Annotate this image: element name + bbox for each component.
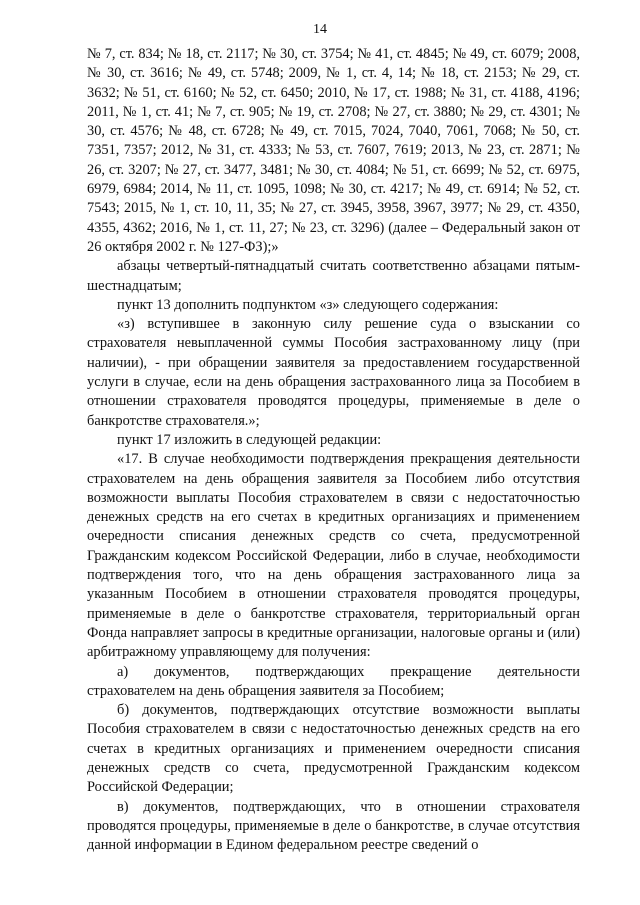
item-17-paragraph: «17. В случае необходимости подтверждения прекращения деятельности страхователем на день обращения заявителя за Пособием либо отсутствия возможности выплаты Пособия страхователем в связи с недостаточностью денежных средств на его счетах в кредитных организациях и применением очередности списания денежных средств со счета, предусмотренной Гражданским кодексом Российской Федерации, либо в случае, необходимости подтверждения того, что на день обращения застрахованного лица за указанным Пособием в отношении страхователя проводятся процедуры, применяемые в деле о банкротстве страхователя, территориальный орган Фонда направляет запросы в кредитные организации, налоговые органы и (или) арбитражному управляющему для получения: <box>87 451 580 661</box>
item-13-intro-paragraph: пункт 13 дополнить подпунктом «з» следующего содержания: <box>117 296 499 313</box>
item-17-intro-paragraph: пункт 17 изложить в следующей редакции: <box>117 431 382 448</box>
item-13-subitem-z-paragraph: «з) вступившее в законную силу решение суда о взыскании со страхователя невыплаченной суммы Пособия застрахованному лицу (при наличии), - при обращении заявителя за предоставлением государственной услуги в случае, если на день обращения застрахованного лица за Пособием в отношении страхователя проводятся процедуры, применяемые в деле о банкротстве страхователя.»; <box>87 316 580 429</box>
page-number: 14 <box>313 22 327 37</box>
item-17-subitem-a-paragraph: а) документов, подтверждающих прекращение деятельности страхователем на день обращения заявителя за Пособием; <box>87 663 580 699</box>
citations-paragraph: № 7, ст. 834; № 18, ст. 2117; № 30, ст. 3754; № 41, ст. 4845; № 49, ст. 6079; 2008, № 30, ст. 3616; № 49, ст. 5748; 2009, № 1, ст. 4, 14; № 18, ст. 2153; № 29, ст. 3632; № 51, ст. 6160; № 52, ст. 6450; 2010, № 17, ст. 1988; № 31, ст. 4188, 4196; 2011, № 1, ст. 41; № 7, ст. 905; № 19, ст. 2708; № 27, ст. 3880; № 29, ст. 4301; № 30, ст. 4576; № 48, ст. 6728; № 49, ст. 7015, 7024, 7040, 7061, 7068; № 50, ст. 7351, 7357; 2012, № 31, ст. 4333; № 53, ст. 7607, 7619; 2013, № 23, ст. 2871; № 26, ст. 3207; № 27, ст. 3477, 3481; № 30, ст. 4084; № 51, ст. 6699; № 52, ст. 6975, 6979, 6984; 2014, № 11, ст. 1095, 1098; № 30, ст. 4217; № 49, ст. 6914; № 52, ст. 7543; 2015, № 1, ст. 10, 11, 35; № 27, ст. 3945, 3958, 3967, 3977; № 29, ст. 4350, 4355, 4362; 2016, № 1, ст. 11, 27; № 23, ст. 3296) (далее – Федеральный закон от 26 октября 2002 г. № 127-ФЗ);» <box>87 46 580 255</box>
item-17-subitem-b-paragraph: б) документов, подтверждающих отсутствие возможности выплаты Пособия страхователем в связи с недостаточностью денежных средств на его счетах в кредитных организациях и применением очередности списания денежных средств со счета, предусмотренной Гражданским кодексом Российской Федерации; <box>87 702 580 796</box>
renumber-paragraph: абзацы четвертый-пятнадцатый считать соответственно абзацами пятым-шестнадцатым; <box>87 258 580 294</box>
item-17-subitem-v-paragraph: в) документов, подтверждающих, что в отношении страхователя проводятся процедуры, применяемые в деле о банкротстве, в случае отсутствия данной информации в Едином федеральном реестре сведений о <box>87 798 580 854</box>
document-body <box>87 45 580 855</box>
